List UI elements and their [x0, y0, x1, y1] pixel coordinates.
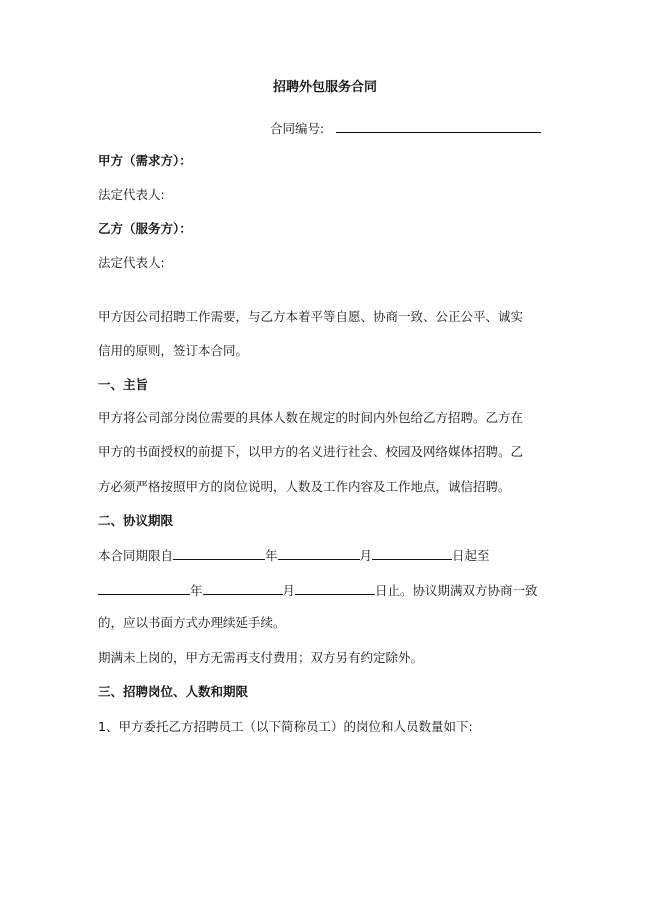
section-1-line-3: 方必须严格按照甲方的岗位说明，人数及工作内容及工作地点，诚信招聘。: [98, 479, 511, 494]
party-a-heading: 甲方（需求方）：: [98, 153, 192, 168]
end-day-blank: [295, 582, 375, 595]
party-b-heading: 乙方（服务方）：: [98, 221, 192, 236]
start-year-blank: [173, 547, 265, 560]
term-end-suffix: 日止。协议期满双方协商一致: [375, 583, 538, 598]
section-1-heading: 一、主旨: [98, 377, 149, 392]
term-start-suffix: 日起至: [452, 548, 490, 563]
section-1-line-2: 甲方的书面授权的前提下，以甲方的名义进行社会、校园及网络媒体招聘。乙: [98, 444, 524, 459]
term-end-line: [98, 582, 538, 599]
section-2-line-4: 期满未上岗的，甲方无需再支付费用；双方另有约定除外。: [98, 650, 424, 665]
contract-number: [270, 120, 541, 137]
section-2-heading: 二、协议期限: [98, 513, 174, 528]
section-3-heading: 三、招聘岗位、人数和期限: [98, 684, 249, 699]
start-month-blank: [278, 547, 360, 560]
term-start-line: [98, 547, 490, 564]
start-year-label: 年: [265, 548, 278, 563]
term-start-prefix: 本合同期限自: [98, 548, 174, 563]
intro-line-2: 信用的原则，签订本合同。: [98, 343, 249, 358]
section-1-line-1: 甲方将公司部分岗位需要的具体人数在规定的时间内外包给乙方招聘。乙方在: [98, 410, 524, 425]
party-a-representative: 法定代表人:: [98, 187, 165, 202]
end-year-label: 年: [190, 583, 203, 598]
contract-number-label: 合同编号:: [270, 121, 325, 136]
section-3-item-1: 1、甲方委托乙方招聘员工（以下简称员工）的岗位和人员数量如下:: [98, 719, 473, 734]
end-month-blank: [203, 582, 283, 595]
start-month-label: 月: [359, 548, 373, 563]
intro-line-1: 甲方因公司招聘工作需要，与乙方本着平等自愿、协商一致、公正公平、诚实: [98, 309, 524, 324]
end-year-blank: [98, 582, 190, 595]
contract-number-blank: [336, 120, 541, 133]
document-title: 招聘外包服务合同: [272, 80, 377, 95]
end-month-label: 月: [282, 583, 296, 598]
party-b-representative: 法定代表人:: [98, 255, 165, 270]
section-2-line-3: 的，应以书面方式办理续延手续。: [98, 615, 286, 630]
start-day-blank: [372, 547, 452, 560]
